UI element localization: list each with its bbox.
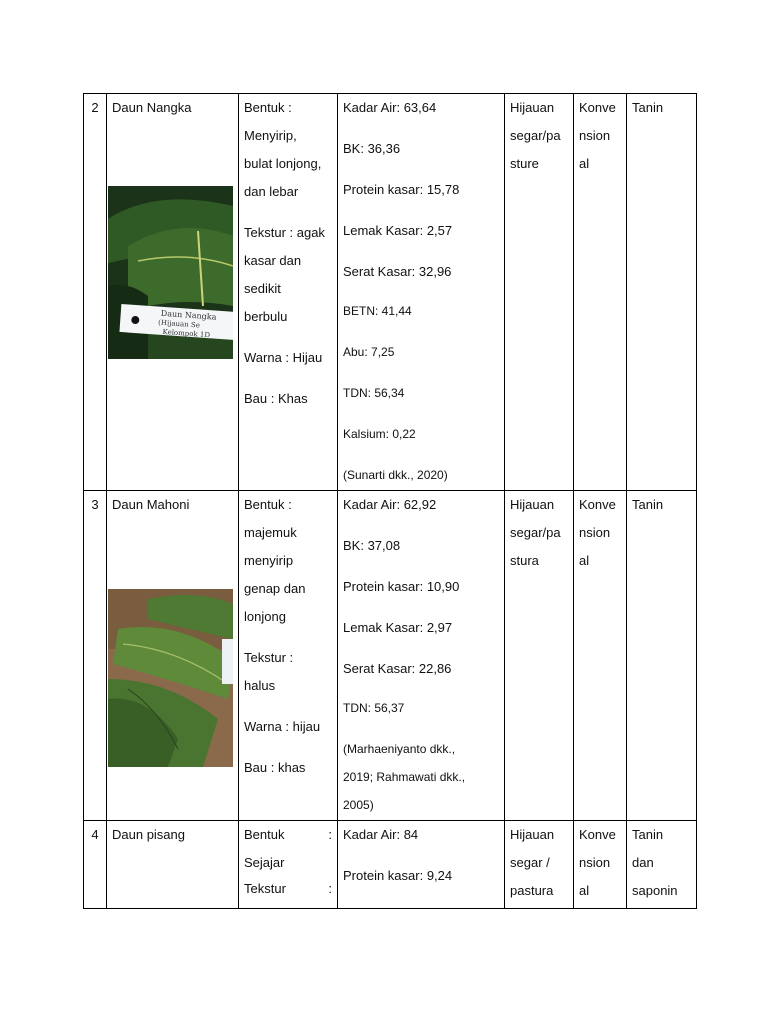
nutrient-value: Protein kasar: 9,24 xyxy=(343,868,453,883)
plant-name: Daun pisang xyxy=(112,827,185,842)
table-row xyxy=(84,491,697,821)
type-cell xyxy=(505,821,574,909)
nutrition-cell xyxy=(338,821,505,909)
desc-line: dan lebar xyxy=(244,184,299,199)
forage-table xyxy=(83,93,697,909)
desc-key: Tekstur xyxy=(244,881,286,896)
category-line: al xyxy=(579,553,590,568)
desc-line: Bentuk : xyxy=(244,100,292,115)
nutrient-value: Lemak Kasar: 2,57 xyxy=(343,223,453,238)
type-line: segar/pa xyxy=(510,525,561,540)
type-line: Hijauan xyxy=(510,497,555,512)
plant-name-cell xyxy=(107,491,239,821)
label-line-2: (Hijauan Se xyxy=(157,318,201,330)
type-line: sture xyxy=(510,156,539,171)
nutrient-value: TDN: 56,34 xyxy=(343,386,405,400)
nutrient-value: Serat Kasar: 32,96 xyxy=(343,264,452,279)
type-line: Hijauan xyxy=(510,100,555,115)
row-number: 4 xyxy=(84,821,107,909)
desc-line: genap dan xyxy=(244,581,306,596)
jackfruit-leaf-photo xyxy=(108,186,233,359)
type-line: segar/pa xyxy=(510,128,561,143)
citation: 2019; Rahmawati dkk., xyxy=(343,770,466,784)
desc-line: Bentuk : xyxy=(244,497,292,512)
nutrient-value: Protein kasar: 15,78 xyxy=(343,182,460,197)
category-line: Konve xyxy=(579,497,616,512)
plant-name: Daun Nangka xyxy=(112,100,192,115)
nutrient-value: Kalsium: 0,22 xyxy=(343,427,416,441)
desc-line: menyirip xyxy=(244,553,294,568)
desc-line: Tekstur : xyxy=(244,650,294,665)
desc-line: berbulu xyxy=(244,309,288,324)
desc-line: Warna : hijau xyxy=(244,719,321,734)
desc-colon: : xyxy=(328,881,332,896)
desc-line: lonjong xyxy=(244,609,286,624)
desc-line xyxy=(244,875,332,903)
nutrient-value: Kadar Air: 63,64 xyxy=(343,100,437,115)
category-line: nsion xyxy=(579,128,611,143)
type-line: pastura xyxy=(510,883,554,898)
mahogany-leaf-photo xyxy=(108,589,233,767)
compound-line: Tanin xyxy=(632,827,664,842)
nutrient-value: Lemak Kasar: 2,97 xyxy=(343,620,453,635)
nutrient-value: Protein kasar: 10,90 xyxy=(343,579,460,594)
description-cell xyxy=(239,821,338,909)
category-line: Konve xyxy=(579,827,616,842)
table-row xyxy=(84,821,697,909)
nutrition-cell xyxy=(338,94,505,491)
citation: 2005) xyxy=(343,798,374,812)
nutrient-value: BETN: 41,44 xyxy=(343,304,412,318)
desc-line: Sejajar xyxy=(244,855,285,870)
plant-name-cell xyxy=(107,94,239,491)
label-line-1: Daun Nangka xyxy=(160,308,217,322)
compound-line: Tanin xyxy=(632,497,664,512)
category-cell xyxy=(574,821,627,909)
desc-line: sedikit xyxy=(244,281,281,296)
desc-line: majemuk xyxy=(244,525,297,540)
desc-line: halus xyxy=(244,678,276,693)
desc-line: Menyirip, xyxy=(244,128,297,143)
desc-colon: : xyxy=(328,827,332,842)
table-row xyxy=(84,94,697,491)
plant-name-cell xyxy=(107,821,239,909)
type-line: Hijauan xyxy=(510,827,555,842)
desc-line: Bau : Khas xyxy=(244,391,308,406)
desc-key: Bentuk xyxy=(244,827,285,842)
desc-line: bulat lonjong, xyxy=(244,156,322,171)
label-line-3: Kelompok 1D xyxy=(162,327,211,340)
category-line: nsion xyxy=(579,855,611,870)
category-line: al xyxy=(579,156,590,171)
category-cell xyxy=(574,94,627,491)
category-line: al xyxy=(579,883,590,898)
nutrient-value: Kadar Air: 62,92 xyxy=(343,497,437,512)
type-line: stura xyxy=(510,553,539,568)
nutrient-value: Kadar Air: 84 xyxy=(343,827,419,842)
desc-line: Warna : Hijau xyxy=(244,350,323,365)
description-cell xyxy=(239,491,338,821)
compound-line: Tanin xyxy=(632,100,664,115)
compound-cell xyxy=(627,94,697,491)
compound-line: dan xyxy=(632,855,654,870)
type-cell xyxy=(505,491,574,821)
nutrient-value: BK: 36,36 xyxy=(343,141,401,156)
citation: (Sunarti dkk., 2020) xyxy=(343,468,448,482)
nutrition-cell xyxy=(338,491,505,821)
desc-line xyxy=(244,821,332,849)
category-line: nsion xyxy=(579,525,611,540)
row-number: 3 xyxy=(84,491,107,821)
desc-line: Tekstur : agak xyxy=(244,225,325,240)
nutrient-value: Abu: 7,25 xyxy=(343,345,395,359)
desc-line: Bau : khas xyxy=(244,760,306,775)
type-line: segar / xyxy=(510,855,550,870)
plant-name: Daun Mahoni xyxy=(112,497,190,512)
compound-line: saponin xyxy=(632,883,678,898)
compound-cell xyxy=(627,491,697,821)
nutrient-value: Serat Kasar: 22,86 xyxy=(343,661,452,676)
nutrient-value: BK: 37,08 xyxy=(343,538,401,553)
category-cell xyxy=(574,491,627,821)
citation: (Marhaeniyanto dkk., xyxy=(343,742,456,756)
type-cell xyxy=(505,94,574,491)
compound-cell xyxy=(627,821,697,909)
row-number: 2 xyxy=(84,94,107,491)
desc-line: kasar dan xyxy=(244,253,302,268)
category-line: Konve xyxy=(579,100,616,115)
description-cell xyxy=(239,94,338,491)
nutrient-value: TDN: 56,37 xyxy=(343,701,405,715)
